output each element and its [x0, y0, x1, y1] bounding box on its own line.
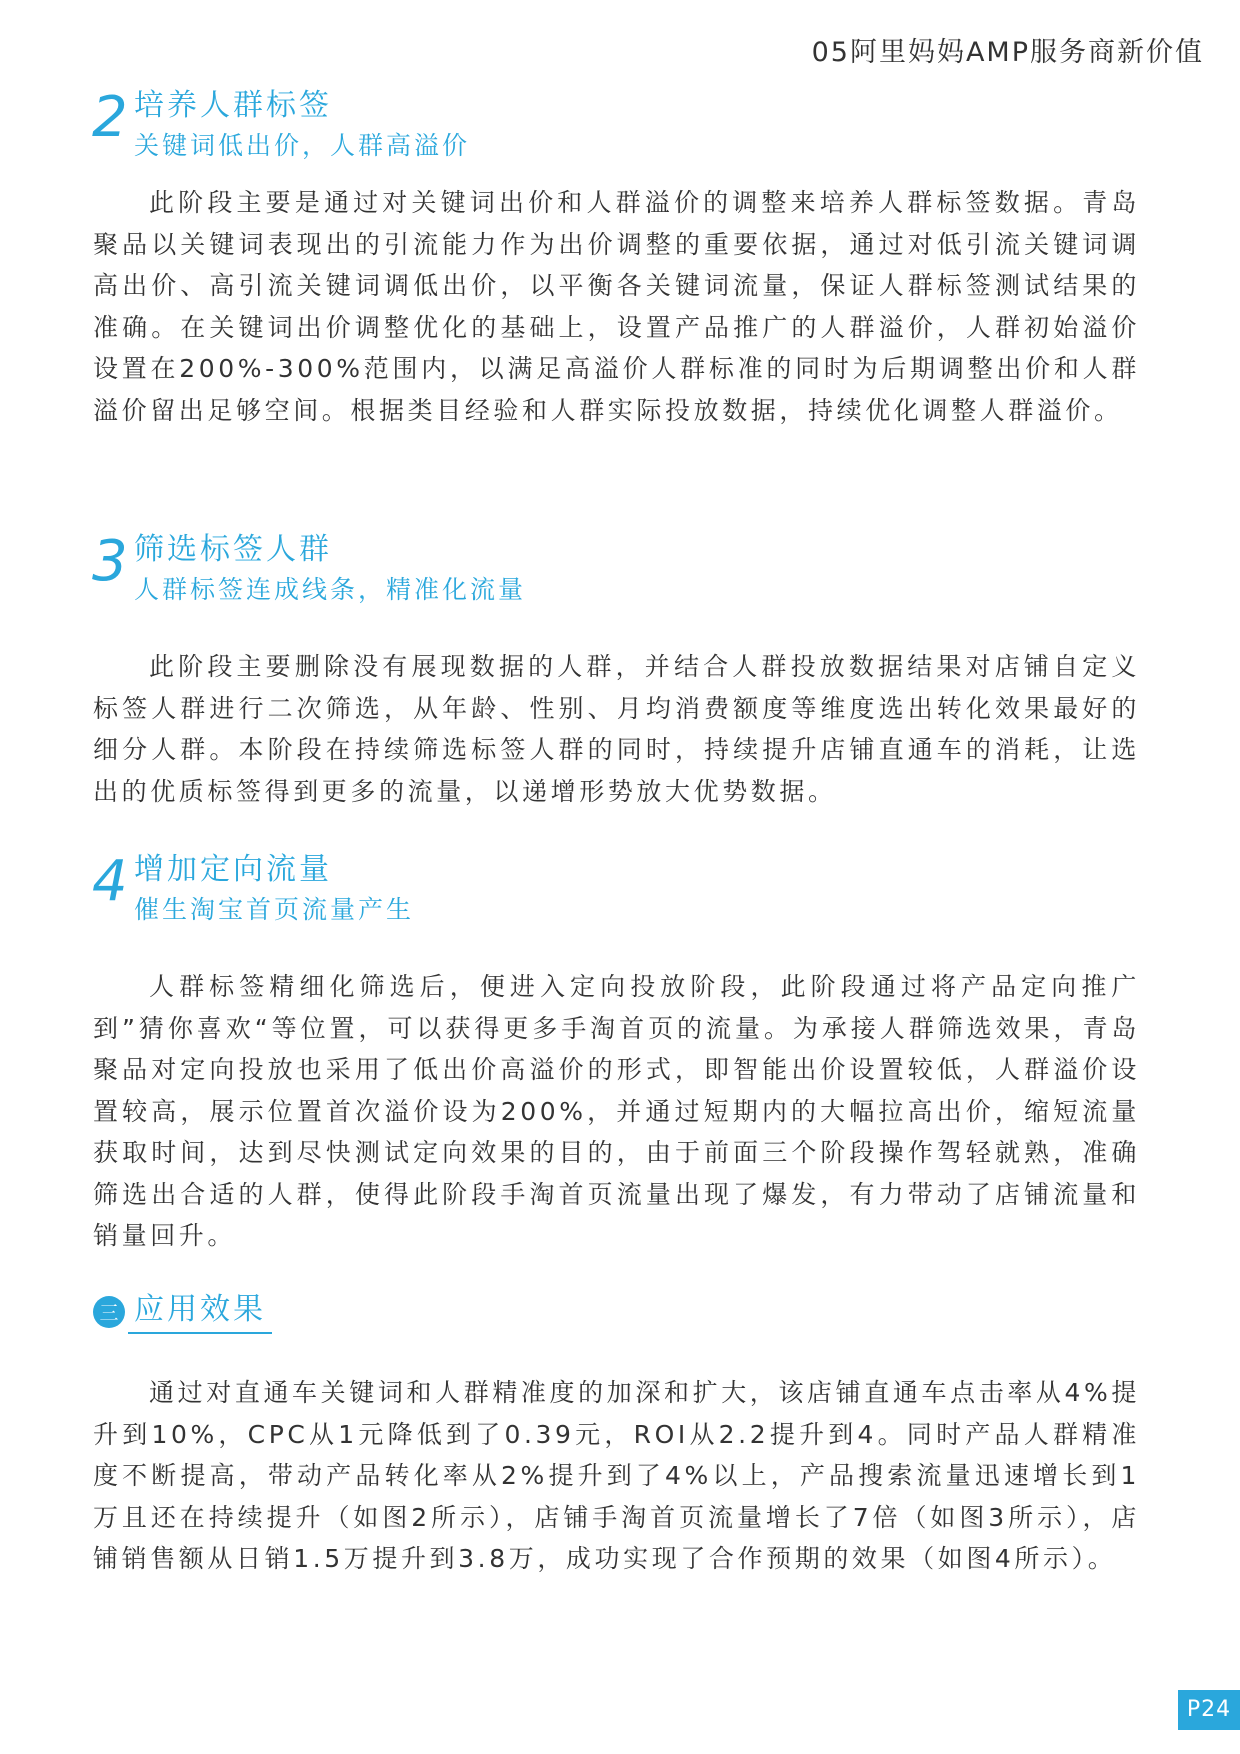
page-number-badge: P24 [1178, 1690, 1240, 1730]
section-subtitle: 关键词低出价，人群高溢价 [134, 131, 471, 160]
section-number-icon [90, 530, 130, 600]
section-title: 增加定向流量 [134, 852, 332, 887]
section-number-icon [90, 86, 130, 156]
section-title: 培养人群标签 [134, 88, 332, 123]
circle-number-icon [92, 1295, 126, 1329]
page-header-title: 05阿里妈妈AMP服务商新价值 [811, 37, 1204, 68]
section-subtitle: 人群标签连成线条，精准化流量 [134, 575, 527, 604]
result-title: 应用效果 [128, 1288, 272, 1334]
section-paragraph: 人群标签精细化筛选后，便进入定向投放阶段，此阶段通过将产品定向推广到”猜你喜欢“等位置，可以获得更多手淘首页的流量。为承接人群筛选效果，青岛聚品对定向投放也采用了低出价高溢价的形式，即智能出价设置较低，人群溢价设置较高，展示位置首次溢价设为200%，并通过短期内的大幅拉高出价，缩短流量获取时间，达到尽快测试定向效果的目的，由于前面三个阶段操作驾轻就熟，准确筛选出合适的人群，使得此阶段手淘首页流量出现了爆发，有力带动了店铺流量和销量回升。 [93, 972, 1140, 1250]
section-number-text: 2 [92, 86, 128, 150]
section-number-text: 3 [92, 530, 128, 594]
section-number-text: 4 [92, 850, 128, 914]
section-paragraph: 此阶段主要删除没有展现数据的人群，并结合人群投放数据结果对店铺自定义标签人群进行二次筛选，从年龄、性别、月均消费额度等维度选出转化效果最好的细分人群。本阶段在持续筛选标签人群的同时，持续提升店铺直通车的消耗，让选出的优质标签得到更多的流量，以递增形势放大优势数据。 [93, 652, 1140, 806]
section-title: 筛选标签人群 [134, 532, 332, 567]
section-number-icon [90, 850, 130, 920]
result-paragraph: 通过对直通车关键词和人群精准度的加深和扩大，该店铺直通车点击率从4%提升到10%，CPC从1元降低到了0.39元，ROI从2.2提升到4。同时产品人群精准度不断提高，带动产品转化率从2%提升到了4%以上，产品搜索流量迅速增长到1万且还在持续提升（如图2所示），店铺手淘首页流量增长了7倍（如图3所示），店铺销售额从日销1.5万提升到3.8万，成功实现了合作预期的效果（如图4所示）。 [93, 1378, 1140, 1573]
result-heading [92, 1288, 392, 1338]
section-subtitle: 催生淘宝首页流量产生 [134, 895, 415, 924]
section-paragraph: 此阶段主要是通过对关键词出价和人群溢价的调整来培养人群标签数据。青岛聚品以关键词表现出的引流能力作为出价调整的重要依据，通过对低引流关键词调高出价、高引流关键词调低出价，以平衡各关键词流量，保证人群标签测试结果的准确。在关键词出价调整优化的基础上，设置产品推广的人群溢价，人群初始溢价设置在200%-300%范围内，以满足高溢价人群标准的同时为后期调整出价和人群溢价留出足够空间。根据类目经验和人群实际投放数据，持续优化调整人群溢价。 [93, 188, 1140, 425]
circle-number-text: 三 [99, 1302, 119, 1324]
section-heading-4 [90, 850, 790, 940]
section-heading-3 [90, 530, 790, 620]
section-heading-2 [90, 86, 790, 176]
